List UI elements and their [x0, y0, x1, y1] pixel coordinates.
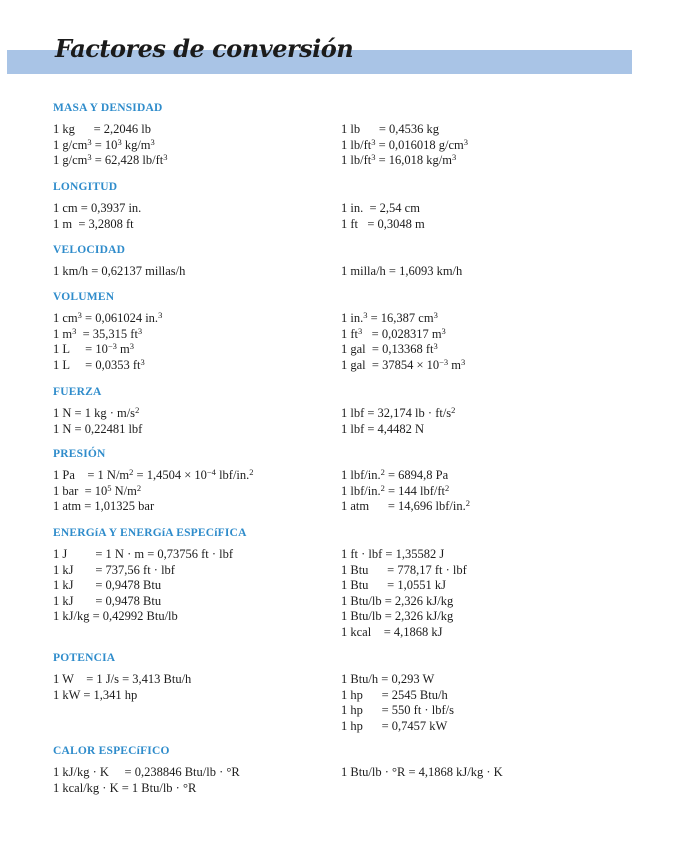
section-heading: CALOR ESPECíFICO [53, 745, 170, 757]
conversion-line: 1 kW = 1,341 hp [53, 687, 138, 702]
section-heading: FUERZA [53, 386, 102, 398]
conversion-line: 1 milla/h = 1,6093 km/h [341, 264, 463, 278]
conversion-line: 1 gal = 0,13368 $ft^3$ [341, 341, 438, 356]
conversion-line: 1 bar = $10^5$ $N/m^2$ [53, 482, 142, 498]
conversion-line: 1 km/h = 0,62137 millas/h [53, 264, 186, 278]
conversion-line: 1 hp = 0,7457 kW [341, 718, 448, 733]
section-heading: POTENCIA [53, 652, 116, 664]
conversion-line: 1 in.$^3$ = 16,387 $cm^3$ [341, 310, 438, 325]
conversion-line: 1 kcal/kg · K = 1 Btu/lb · °R [53, 780, 197, 795]
section-masa-densidad [53, 101, 653, 167]
conversion-line: 1 J = 1 N · m = 0,73756 ft · lbf [53, 547, 234, 561]
conversion-line: 1 kJ = 737,56 ft · lbf [53, 562, 175, 577]
conversion-line: 1 lbf = 32,174 lb · $ft/s^2$ [341, 405, 456, 420]
section-presion [53, 447, 653, 513]
section-heading: LONGITUD [53, 181, 118, 193]
conversion-line: 1 cm = 0,3937 in. [53, 201, 142, 215]
conversion-line: 1 kJ/kg = 0,42992 Btu/lb [53, 609, 178, 623]
conversion-line: 1 Btu = 1,0551 kJ [341, 578, 446, 592]
conversion-line: 1 ft · lbf = 1,35582 J [341, 547, 445, 561]
conversion-line: 1 N = 0,22481 lbf [53, 421, 143, 436]
conversion-line: 1 L = $10^{-3}$ $m^3$ [53, 341, 135, 356]
conversion-line: 1 m = 3,2808 ft [53, 216, 134, 231]
section-energia [53, 526, 653, 639]
section-fuerza [53, 385, 653, 436]
section-velocidad [53, 243, 653, 278]
conversion-line: 1 lb = 0,4536 kg [341, 122, 440, 136]
conversion-line: 1 kJ/kg · K = 0,238846 Btu/lb · °R [53, 765, 240, 779]
conversion-line: 1 $g/cm^3 = 10^3$ $kg/m^3$ [53, 136, 155, 152]
conversion-line: 1 L = 0,0353 $ft^3$ [53, 356, 145, 372]
section-heading: ENERGíA Y ENERGíA ESPECíFICA [53, 527, 247, 539]
section-heading: PRESIÓN [53, 448, 106, 460]
conversion-line: 1 $m^3 = 35,315$ $ft^3$ [53, 325, 143, 341]
conversion-line: 1 ft = 0,3048 m [341, 216, 425, 231]
conversion-line: 1 Btu/h = 0,293 W [341, 672, 435, 686]
section-potencia [53, 651, 653, 733]
section-heading: VELOCIDAD [53, 244, 126, 256]
section-volumen [53, 290, 653, 372]
conversion-line: 1 $lb/ft^3 = 0,016018$ $g/cm^3$ [341, 136, 469, 152]
conversion-line: 1 Btu/lb = 2,326 kJ/kg [341, 609, 454, 623]
conversion-line: 1 hp = 2545 Btu/h [341, 687, 448, 702]
conversion-line: 1 kJ = 0,9478 Btu [53, 578, 162, 592]
section-heading: MASA Y DENSIDAD [53, 102, 163, 114]
conversion-line: 1 $ft^3 = 0,028317$ $m^3$ [341, 325, 446, 341]
conversion-line: 1 hp = 550 ft · lbf/s [341, 703, 454, 717]
conversion-line: 1 kcal = 4,1868 kJ [341, 624, 443, 639]
conversion-line: 1 $g/cm^3 = 62,428$ $lb/ft^3$ [53, 152, 168, 167]
conversion-line: 1 kJ = 0,9478 Btu [53, 593, 162, 608]
conversion-line: 1 Btu/lb = 2,326 kJ/kg [341, 593, 454, 608]
conversion-line: 1 $cm^3 = 0,061024$ in.$^3$ [53, 310, 163, 325]
conversion-line: 1 $lb/ft^3 = 16,018$ $kg/m^3$ [341, 152, 457, 167]
conversion-line: 1 atm = 14,696 lbf/in.$^2$ [341, 498, 470, 513]
section-longitud [53, 180, 653, 231]
conversion-line: 1 Btu = 778,17 ft · lbf [341, 562, 467, 577]
conversion-line: 1 atm = 1,01325 bar [53, 499, 155, 513]
conversion-line: 1 lbf/in.$^2$ = 6894,8 Pa [341, 467, 449, 482]
page-title: Factores de conversión [55, 34, 354, 63]
conversion-line: 1 gal = $37854 \times 10^{-3}$ $m^3$ [341, 356, 466, 372]
section-calor-especifico [53, 744, 653, 795]
conversion-line: 1 lbf/in.$^2$ = 144 lbf/$ft^2$ [341, 482, 450, 498]
conversion-line: 1 Pa = 1 $N/m^2 = 1,4504 \times 10^{-4}$ lbf/in.$^2$ [53, 467, 254, 482]
section-heading: VOLUMEN [53, 291, 115, 303]
conversion-line: 1 in. = 2,54 cm [341, 201, 420, 215]
conversion-line: 1 lbf = 4,4482 N [341, 421, 425, 436]
conversion-line: 1 N = 1 kg · $m/s^2$ [53, 405, 140, 420]
conversion-line: 1 W = 1 J/s = 3,413 Btu/h [53, 672, 192, 686]
conversion-line: 1 kg = 2,2046 lb [53, 122, 152, 136]
conversion-line: 1 Btu/lb · °R = 4,1868 kJ/kg · K [341, 765, 503, 779]
